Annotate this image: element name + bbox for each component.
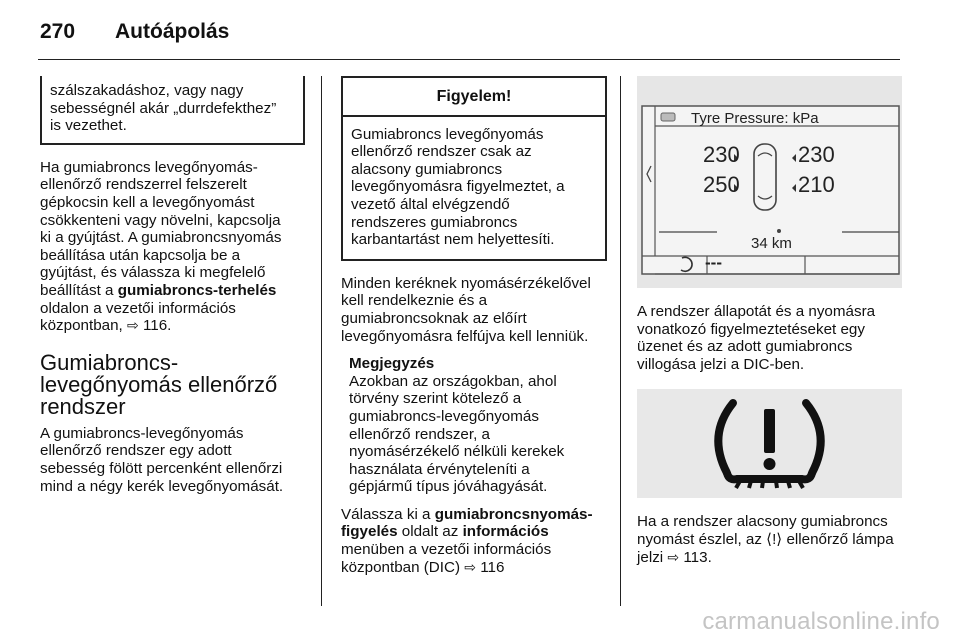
distance-value: 34 km xyxy=(751,235,792,252)
text-line: menüben a vezetői információs xyxy=(341,541,552,559)
paragraph-system-intro xyxy=(40,425,305,495)
menu-term: gumiabroncs-terhelés xyxy=(117,281,277,299)
front-left-pressure: 230 xyxy=(703,142,740,167)
paragraph-select-page xyxy=(341,506,607,576)
tpms-lamp-inline-icon: ⟨!⟩ xyxy=(766,530,783,548)
text-line: üzenet és az adott gumiabroncs xyxy=(637,338,853,356)
page-title: Autóápolás xyxy=(115,20,230,43)
text-line: rendszeres gumiabroncs xyxy=(351,213,518,231)
text-line: gyújtást, és válassza ki megfelelő xyxy=(40,264,266,282)
text-line: beállítása után kapcsolja be a xyxy=(40,246,241,264)
box-line: is vezethet. xyxy=(50,117,127,135)
paragraph-pressure-adjust xyxy=(40,159,305,335)
page-ref-arrow-icon: ⇨ xyxy=(126,317,139,334)
text: beállítást a xyxy=(40,281,118,299)
page-ref-arrow-icon: ⇨ xyxy=(464,558,476,575)
text: jelzi xyxy=(637,548,668,566)
warning-title: Figyelem! xyxy=(343,78,605,117)
text-line xyxy=(341,523,607,541)
tpms-warning-lamp-illustration xyxy=(637,389,902,498)
text: központban (DIC) xyxy=(341,558,465,576)
menu-term: információs xyxy=(462,523,549,541)
column-divider-2 xyxy=(620,76,621,606)
paragraph-sensors xyxy=(341,275,607,345)
column-3 xyxy=(637,76,902,566)
text-line: ki a gyújtást. A gumiabroncsnyomás xyxy=(40,229,282,247)
text-line: A gumiabroncs-levegőnyomás xyxy=(40,424,244,442)
text-line: gépkocsin kell a levegőnyomást xyxy=(40,193,255,211)
dic-display-illustration xyxy=(637,76,902,288)
menu-term: figyelés xyxy=(341,523,398,541)
page-number: 270 xyxy=(40,20,76,43)
front-right-pressure: 230 xyxy=(798,142,835,167)
paragraph-status xyxy=(637,303,902,373)
paragraph-low-pressure xyxy=(637,513,902,566)
heading-line: rendszer xyxy=(40,393,126,419)
text-line: levegőnyomásra figyelmeztet, a xyxy=(351,178,565,196)
note-title: Megjegyzés xyxy=(349,355,435,373)
text-line: kell rendelkeznie és a xyxy=(341,292,488,310)
text: oldalt az xyxy=(397,523,463,541)
watermark: carmanualsonline.info xyxy=(702,608,940,635)
text-line: ellenőrző rendszer egy adott xyxy=(40,442,232,460)
text-line: nyomásérzékelő nélküli kerekek xyxy=(349,443,565,461)
warning-box xyxy=(341,76,607,261)
page-ref-link[interactable]: 113. xyxy=(683,548,712,566)
text-line xyxy=(341,559,607,577)
section-heading xyxy=(40,349,305,419)
note-block xyxy=(341,355,607,496)
tpms-warning-icon xyxy=(637,389,902,498)
text-line: alacsony gumiabroncs xyxy=(351,160,503,178)
column-divider-1 xyxy=(321,76,322,606)
rear-left-pressure: 250 xyxy=(703,172,740,197)
page-ref-arrow-icon: ⇨ xyxy=(667,548,680,565)
text-line: Ha a rendszer alacsony gumiabroncs xyxy=(637,513,888,531)
text-line: törvény szerint kötelező a xyxy=(349,390,522,408)
heading-line: levegőnyomás ellenőrző xyxy=(40,371,278,397)
text-line: Gumiabroncs levegőnyomás xyxy=(351,125,544,143)
column-2 xyxy=(341,76,607,576)
header-rule xyxy=(38,59,900,60)
text-line: karbantartást nem helyettesíti. xyxy=(351,231,555,249)
menu-term: gumiabroncsnyomás- xyxy=(434,505,593,523)
box-line: szálszakadáshoz, vagy nagy xyxy=(50,82,244,99)
text: ellenőrző lámpa xyxy=(782,530,894,548)
text-line: gumiabroncs-levegőnyomás xyxy=(349,407,539,425)
text-line: Azokban az országokban, ahol xyxy=(349,372,557,390)
text-line: Ha gumiabroncs levegőnyomás- xyxy=(40,158,258,176)
text-line: sebesség fölött percenként ellenőrzi xyxy=(40,459,283,477)
text-line: ellenőrző rendszer csak az xyxy=(351,143,532,161)
text-line: Minden keréknek nyomásérzékelővel xyxy=(341,274,591,292)
page-ref-link[interactable]: 116 xyxy=(480,558,505,576)
text-line xyxy=(341,506,607,524)
rear-right-pressure: 210 xyxy=(798,172,835,197)
page-ref-link[interactable]: 116. xyxy=(142,317,172,335)
text-line xyxy=(40,282,305,300)
text-line: ellenőrző rendszer, a xyxy=(349,425,490,443)
text-line: levegőnyomásra felfújva kell lenniük. xyxy=(341,327,589,345)
warning-body xyxy=(343,117,605,259)
text-line: oldalon a vezetői információs xyxy=(40,299,236,317)
text-line: A rendszer állapotát és a nyomásra xyxy=(637,303,876,320)
text: nyomást észlel, az xyxy=(637,530,767,548)
text-line: vezető által elvégzendő xyxy=(351,195,510,213)
text-line: villogása jelzi a DIC-ben. xyxy=(637,355,805,373)
text: központban, xyxy=(40,317,127,335)
text-line: mind a négy kerék levegőnyomását. xyxy=(40,477,284,495)
text-line xyxy=(637,549,902,567)
heading-line: Gumiabroncs- xyxy=(40,349,179,375)
box-line: sebességnél akár „durrdefekthez” xyxy=(50,99,277,117)
text-line xyxy=(40,317,305,335)
text-line xyxy=(637,531,902,549)
text-line: ellenőrző rendszerrel felszerelt xyxy=(40,176,247,194)
dic-bottom-value: --- xyxy=(705,253,722,272)
dic-display-frame xyxy=(637,76,902,288)
text-line: gumiabroncsoknak az előírt xyxy=(341,309,527,327)
text-line: használata érvényteleníti a xyxy=(349,460,530,478)
continued-warning-box xyxy=(40,76,305,145)
text-line: gépjármű típus jóváhagyását. xyxy=(349,478,548,496)
text: Válassza ki a xyxy=(341,505,435,523)
text-line: vonatkozó figyelmeztetéseket egy xyxy=(637,320,865,338)
text-line: csökkenteni vagy növelni, kapcsolja xyxy=(40,211,281,229)
column-1 xyxy=(40,76,305,495)
dic-title: Tyre Pressure: kPa xyxy=(691,110,819,127)
